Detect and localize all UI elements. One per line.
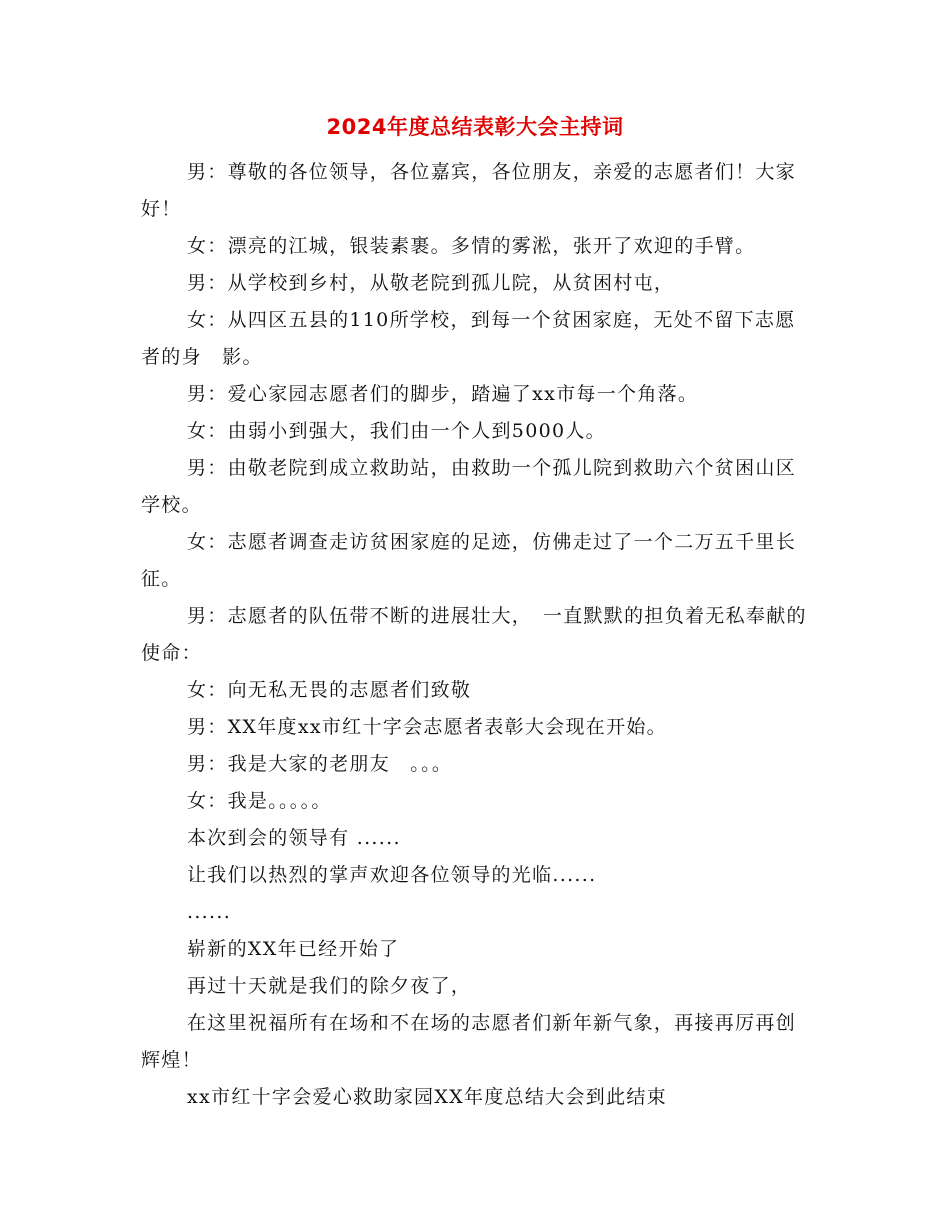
paragraph: 男：爱心家园志愿者们的脚步，踏遍了xx市每一个角落。: [187, 383, 699, 405]
paragraph: 女：志愿者调查走访贫困家庭的足迹，仿佛走过了一个二万五千里长征。: [141, 531, 797, 590]
paragraph: xx市红十字会爱心救助家园XX年度总结大会到此结束: [187, 1086, 667, 1108]
paragraph: 让我们以热烈的掌声欢迎各位领导的光临......: [187, 864, 597, 886]
document-page: [141, 112, 809, 1116]
paragraph: 男：尊敬的各位领导，各位嘉宾，各位朋友，亲爱的志愿者们！大家好！: [141, 161, 797, 220]
paragraph: 男：志愿者的队伍带不断的进展壮大， 一直默默的担负着无私奉献的使命：: [141, 605, 807, 664]
paragraph: 男：从学校到乡村，从敬老院到孤儿院，从贫困村屯，: [187, 272, 675, 294]
paragraph: 女：漂亮的江城，银装素裹。多情的雾淞，张开了欢迎的手臂。: [187, 235, 756, 257]
paragraph: 本次到会的领导有 ......: [187, 827, 401, 849]
paragraph: 男：我是大家的老朋友 。。。: [187, 753, 453, 775]
paragraph: 男：由敬老院到成立救助站，由救助一个孤儿院到救助六个贫困山区学校。: [141, 457, 797, 516]
paragraph: ......: [187, 901, 232, 923]
paragraph: 女：由弱小到强大，我们由一个人到5000人。: [187, 420, 606, 442]
paragraph: 男：XX年度xx市红十字会志愿者表彰大会现在开始。: [187, 716, 667, 738]
paragraph: 女：向无私无畏的志愿者们致敬: [187, 679, 472, 701]
paragraph: 崭新的XX年已经开始了: [187, 938, 400, 960]
paragraph: 在这里祝福所有在场和不在场的志愿者们新年新气象，再接再厉再创辉煌！: [141, 1012, 797, 1071]
paragraph: 女：从四区五县的110所学校，到每一个贫困家庭，无处不留下志愿者的身 影。: [141, 309, 796, 368]
document-title: 2024年度总结表彰大会主持词: [326, 115, 624, 139]
paragraph: 再过十天就是我们的除夕夜了，: [187, 975, 472, 997]
paragraph: 女：我是。。。。。: [187, 790, 332, 812]
